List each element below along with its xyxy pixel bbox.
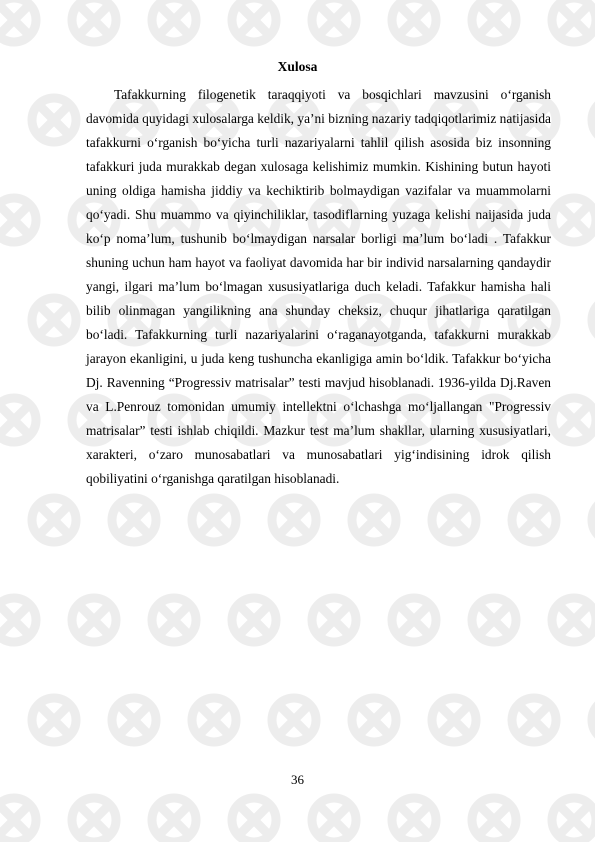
watermark-ring <box>472 798 516 842</box>
watermark-ring <box>112 698 156 742</box>
watermark-ring <box>152 598 196 642</box>
watermark-ring <box>312 598 356 642</box>
watermark-ring <box>472 0 516 42</box>
watermark-cross <box>0 606 28 634</box>
watermark-cross <box>440 506 468 534</box>
watermark-cross <box>240 806 268 834</box>
watermark-cross <box>200 706 228 734</box>
watermark-ring <box>432 698 476 742</box>
watermark-ring <box>232 0 276 42</box>
watermark-ring <box>0 598 36 642</box>
watermark-ring <box>192 498 236 542</box>
watermark-cross <box>80 606 108 634</box>
watermark-ring <box>312 0 356 42</box>
watermark-cross <box>320 606 348 634</box>
watermark-cross <box>560 606 588 634</box>
watermark-ring <box>552 0 595 42</box>
watermark-cross <box>160 606 188 634</box>
watermark-ring <box>72 798 116 842</box>
watermark-cross <box>120 706 148 734</box>
conclusion-paragraph: Tafakkurning filogenetik taraqqiyoti va bosqichlari mavzusini o‘rganish davomida quyidagi xulosalarga keldik, ya’ni bizning nazariy tadqiqotlarimiz natijasida tafakkurni o‘rganish bo‘yicha turli nazariyalarni tahlil qilish asosida biz insonning tafakkuri juda murakkab degan xulosaga kelishimiz mumkin. Kishining butun hayoti uning oldiga hamisha jiddiy va kechiktirib bolmaydigan vazifalar va muammolarni qo‘yadi. Shu muammo va qiyinchiliklar, tasodiflarning yuzaga kelishi naijasida juda ko‘p noma’lum, tushunib bo‘lmaydigan narsalar borligi ma’lum bo‘ladi . Tafakkur shuning uchun ham hayot va faoliyat davomida har bir individ narsalarning qandaydir yangi, ilgari ma’lum bo‘lmagan xususiyatlariga duch keladi. Tafakkur hamisha hali bilib olinmagan yangilikning ana shunday cheksiz, chuqur jihatlariga qaratilgan bo‘ladi. Tafakkurning turli nazariyalarini o‘raganayotganda, tafakkurni murakkab jarayon ekanligini, u juda keng tushuncha ekanligiga amin bo‘ldik. Tafakkur bo‘yicha Dj. Ravenning “Progressiv matrisalar” testi mavjud hisoblanadi. 1936-yilda Dj.Raven va L.Penrouz tomonidan umumiy intellektni o‘lchashga mo‘ljallangan "Progressiv matrisalar” testi ishlab chiqildi. Mazkur test ma’lum shakllar, ularning xususiyatlari, xarakteri, o‘zaro munosabatlari va munosabatlari yig‘indisining idrok qilish qobiliyatini o‘rganishga qaratilgan hisoblanadi. <box>86 87 551 486</box>
watermark-cross <box>560 206 588 234</box>
watermark-ring <box>512 698 556 742</box>
watermark-cross <box>480 606 508 634</box>
watermark-ring <box>32 98 76 142</box>
watermark-cross <box>0 206 28 234</box>
watermark-ring <box>232 598 276 642</box>
watermark-ring <box>0 198 36 242</box>
watermark-ring <box>0 798 36 842</box>
watermark-ring <box>232 798 276 842</box>
watermark-cross <box>360 706 388 734</box>
watermark-cross <box>320 6 348 34</box>
watermark-ring <box>72 0 116 42</box>
watermark-cross <box>160 6 188 34</box>
watermark-cross <box>520 706 548 734</box>
watermark-ring <box>32 698 76 742</box>
watermark-cross <box>40 106 68 134</box>
watermark-ring <box>112 498 156 542</box>
watermark-cross <box>480 806 508 834</box>
watermark-cross <box>40 506 68 534</box>
watermark-ring <box>312 798 356 842</box>
watermark-cross <box>520 506 548 534</box>
watermark-ring <box>72 598 116 642</box>
watermark-cross <box>440 706 468 734</box>
watermark-cross <box>0 806 28 834</box>
watermark-cross <box>240 6 268 34</box>
watermark-ring <box>272 698 316 742</box>
watermark-ring <box>392 0 436 42</box>
watermark-ring <box>552 798 595 842</box>
watermark-cross <box>40 706 68 734</box>
watermark-ring <box>392 598 436 642</box>
watermark-ring <box>472 598 516 642</box>
watermark-cross <box>400 806 428 834</box>
page-title: Xulosa <box>277 59 318 74</box>
watermark-ring <box>352 698 396 742</box>
watermark-cross <box>0 6 28 34</box>
watermark-ring <box>32 298 76 342</box>
watermark-cross <box>40 306 68 334</box>
body-text <box>86 83 551 491</box>
watermark-ring <box>552 598 595 642</box>
watermark-cross <box>120 506 148 534</box>
watermark-ring <box>552 198 595 242</box>
watermark-ring <box>512 498 556 542</box>
watermark-cross <box>320 806 348 834</box>
watermark-cross <box>400 6 428 34</box>
watermark-cross <box>80 806 108 834</box>
watermark-cross <box>240 606 268 634</box>
watermark-cross <box>560 406 588 434</box>
page-number: 36 <box>291 772 304 787</box>
watermark-ring <box>352 498 396 542</box>
watermark-cross <box>200 506 228 534</box>
watermark-cross <box>280 706 308 734</box>
watermark-cross <box>360 506 388 534</box>
watermark-cross <box>560 6 588 34</box>
watermark-ring <box>152 0 196 42</box>
watermark-ring <box>32 498 76 542</box>
watermark-cross <box>80 6 108 34</box>
watermark-ring <box>272 498 316 542</box>
watermark-cross <box>400 606 428 634</box>
watermark-ring <box>432 498 476 542</box>
watermark-cross <box>280 506 308 534</box>
watermark-cross <box>0 406 28 434</box>
watermark-cross <box>560 806 588 834</box>
watermark-cross <box>480 6 508 34</box>
watermark-ring <box>192 698 236 742</box>
watermark-ring <box>0 398 36 442</box>
watermark-ring <box>552 398 595 442</box>
watermark-ring <box>152 798 196 842</box>
watermark-cross <box>160 806 188 834</box>
watermark-ring <box>0 0 36 42</box>
watermark-ring <box>392 798 436 842</box>
